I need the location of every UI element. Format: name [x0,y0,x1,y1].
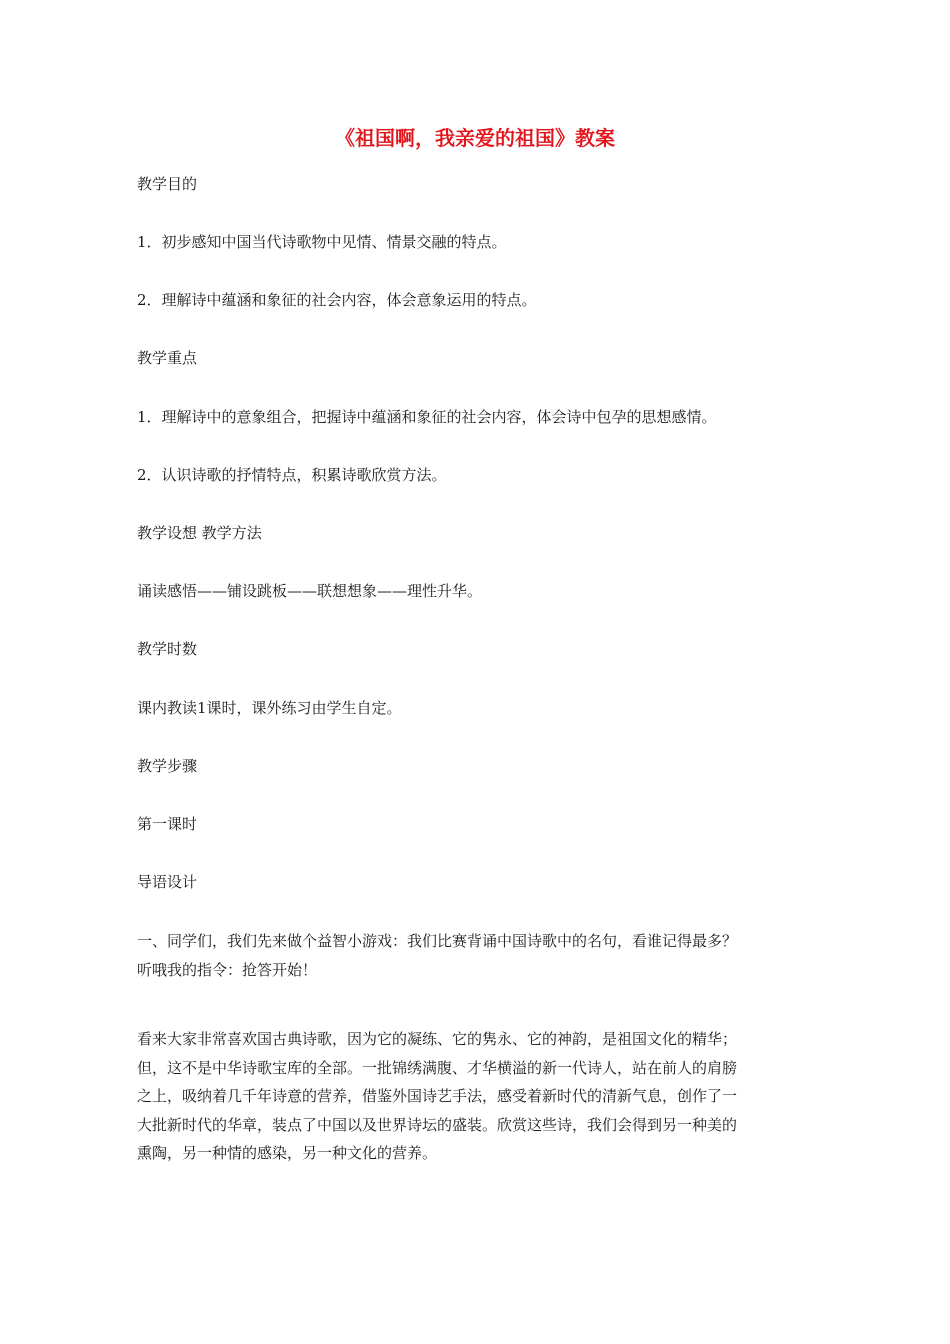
heading-introduction-design: 导语设计 [137,873,198,891]
goal-item-2: 2．理解诗中蕴涵和象征的社会内容，体会意象运用的特点。 [137,291,537,309]
heading-teaching-methods: 教学设想 教学方法 [137,524,262,542]
paragraph-line: 一、同学们，我们先来做个益智小游戏：我们比赛背诵中国诗歌中的名句，看谁记得最多？ [137,932,738,950]
heading-class-hours: 教学时数 [137,640,198,658]
heading-first-lesson: 第一课时 [137,815,198,833]
paragraph-game-intro [137,927,813,984]
paragraph-line: 看来大家非常喜欢国古典诗歌，因为它的凝练、它的隽永、它的神韵，是祖国文化的精华； [137,1030,738,1048]
paragraph-line: 熏陶，另一种情的感染，另一种文化的营养。 [137,1144,438,1162]
paragraph-line: 大批新时代的华章，装点了中国以及世界诗坛的盛装。欣赏这些诗，我们会得到另一种美的 [137,1115,738,1134]
heading-key-points: 教学重点 [137,349,198,367]
teaching-methods-text: 诵读感悟——铺设跳板——联想想象——理性升华。 [137,582,483,600]
paragraph-poetry-intro [137,1025,813,1168]
heading-teaching-steps: 教学步骤 [137,757,198,775]
goal-item-1: 1．初步感知中国当代诗歌物中见情、情景交融的特点。 [137,233,507,251]
class-hours-text: 课内教读1课时，课外练习由学生自定。 [137,699,402,717]
key-point-item-2: 2．认识诗歌的抒情特点，积累诗歌欣赏方法。 [137,466,447,484]
heading-teaching-goals: 教学目的 [137,175,198,193]
paragraph-line: 但，这不是中华诗歌宝库的全部。一批锦绣满腹、才华横溢的新一代诗人，站在前人的肩膀 [137,1058,738,1077]
document-title: 《祖国啊，我亲爱的祖国》教案 [335,126,615,150]
key-point-item-1: 1．理解诗中的意象组合，把握诗中蕴涵和象征的社会内容，体会诗中包孕的思想感情。 [137,408,717,426]
paragraph-line: 听哦我的指令：抢答开始！ [137,960,318,979]
paragraph-line: 之上，吸纳着几千年诗意的营养，借鉴外国诗艺手法，感受着新时代的清新气息，创作了一 [137,1087,738,1105]
